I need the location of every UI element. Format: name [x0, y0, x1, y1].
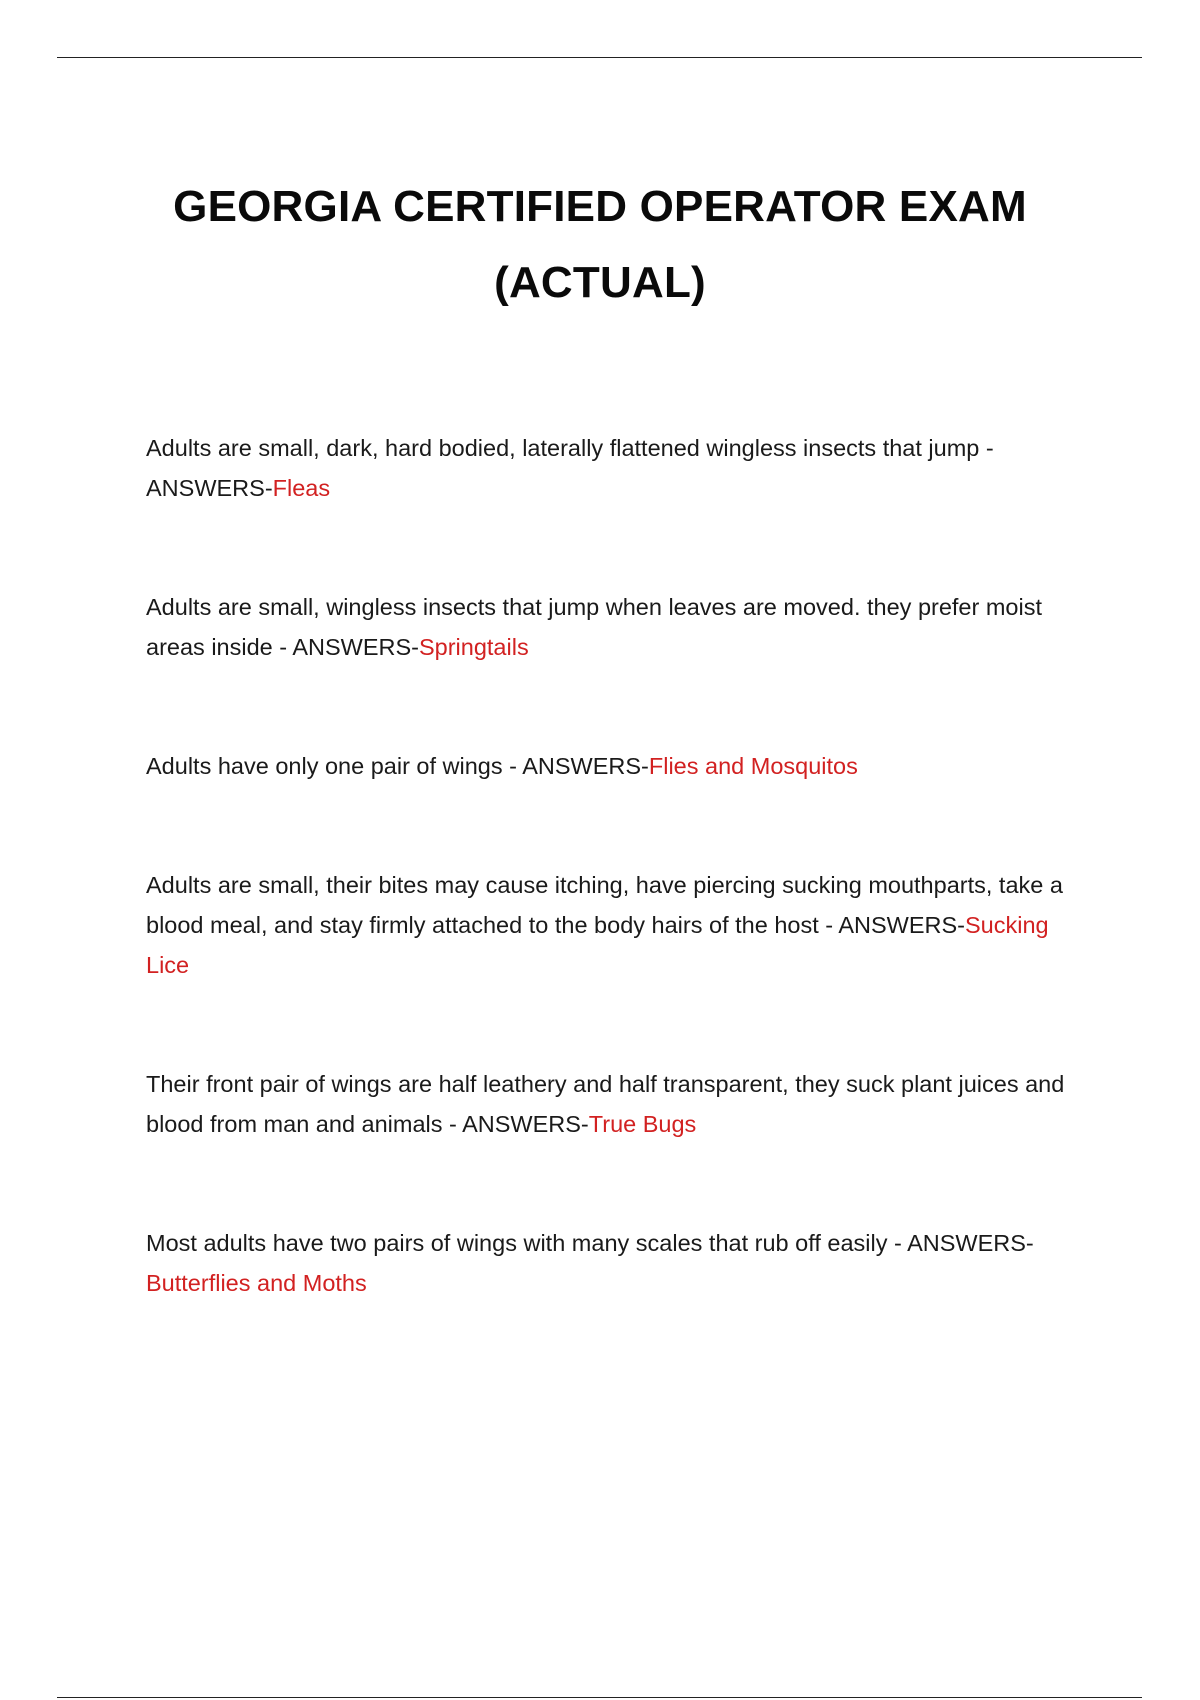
- question-text: Adults are small, their bites may cause itching, have piercing sucking mouthparts, take a blood meal, and stay firmly attached to the body hairs of the host -: [146, 872, 1063, 938]
- answer-prefix: ANSWERS-: [907, 1230, 1034, 1256]
- answer-text: Sucking Lice: [146, 912, 1049, 978]
- qa-item: [146, 746, 1096, 786]
- document-title: [100, 169, 1100, 321]
- question-text: Most adults have two pairs of wings with many scales that rub off easily -: [146, 1230, 908, 1256]
- answer-text: Flies and Mosquitos: [648, 753, 858, 779]
- question-text: Adults have only one pair of wings -: [146, 753, 523, 779]
- bottom-rule: [57, 1697, 1142, 1698]
- title-line-1: GEORGIA CERTIFIED OPERATOR EXAM: [173, 182, 1027, 232]
- answer-text: Fleas: [272, 475, 331, 501]
- top-rule: [57, 57, 1142, 58]
- qa-item: [146, 1064, 1096, 1144]
- title-line-2: (ACTUAL): [494, 258, 706, 308]
- answer-prefix: ANSWERS-: [522, 753, 649, 779]
- answer-prefix: ANSWERS-: [462, 1111, 589, 1137]
- qa-item: [146, 428, 1096, 508]
- qa-item: [146, 865, 1096, 985]
- question-text: Adults are small, wingless insects that jump when leaves are moved. they prefer moist areas inside -: [146, 594, 1043, 660]
- question-text: Adults are small, dark, hard bodied, laterally flattened wingless insects that jump -: [146, 435, 994, 461]
- answer-prefix: ANSWERS-: [292, 634, 419, 660]
- answer-prefix: ANSWERS-: [146, 475, 273, 501]
- question-text: Their front pair of wings are half leathery and half transparent, they suck plant juices and blood from man and animals -: [146, 1071, 1065, 1137]
- answer-text: Springtails: [418, 634, 529, 660]
- question-list: [146, 428, 1096, 1382]
- qa-item: [146, 587, 1096, 667]
- answer-text: Butterflies and Moths: [146, 1270, 367, 1296]
- answer-text: True Bugs: [588, 1111, 697, 1137]
- answer-prefix: ANSWERS-: [838, 912, 965, 938]
- qa-item: [146, 1223, 1096, 1303]
